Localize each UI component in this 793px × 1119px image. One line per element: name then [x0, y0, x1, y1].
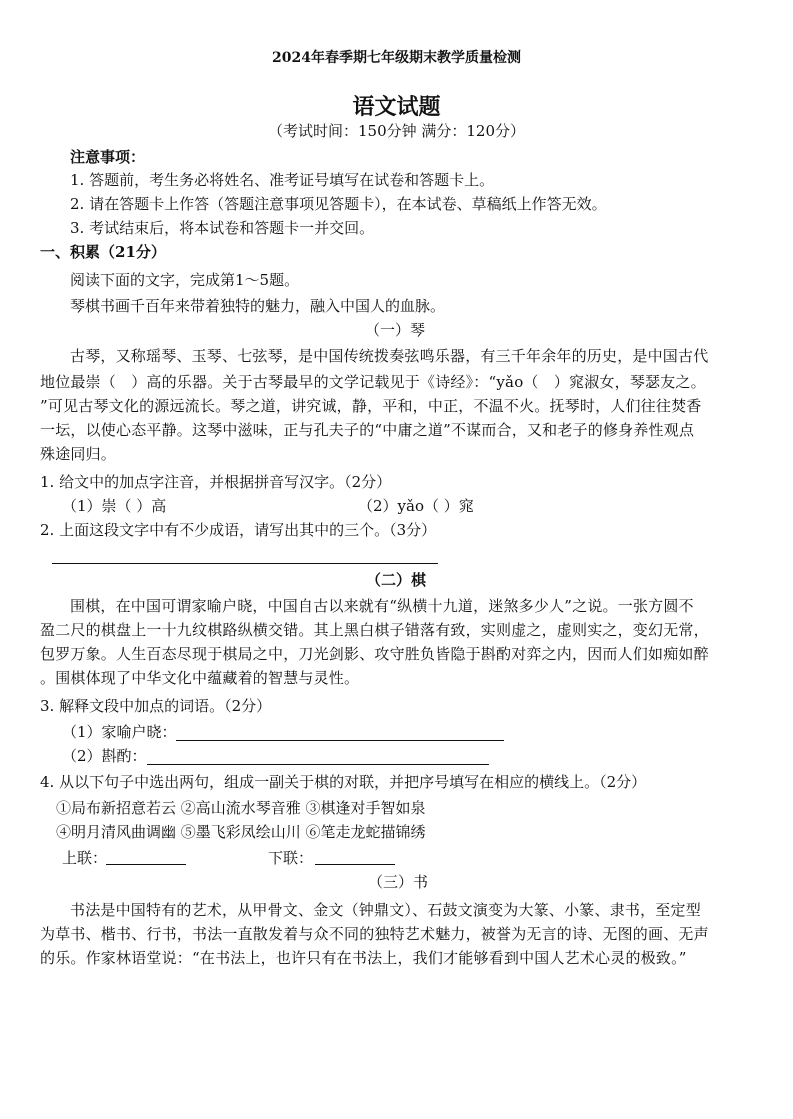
- notice-heading: 注意事项：: [70, 148, 146, 166]
- section-heading: 一、积累（21分）: [40, 243, 166, 261]
- passage-line: 古琴，又称瑶琴、玉琴、七弦琴，是中国传统拨奏弦鸣乐器，有三千年余年的历史，是中国古代: [70, 347, 709, 365]
- question-subitem: （2）yǎo（ ）窕: [358, 497, 474, 515]
- passage-line: 。围棋体现了中华文化中蕴藏着的智慧与灵性。: [40, 669, 360, 687]
- couplet-options: ④明月清风曲调幽 ⑤墨飞彩凤绘山川 ⑥笔走龙蛇描锦绣: [56, 823, 426, 841]
- answer-line[interactable]: [52, 563, 438, 564]
- passage-line: 包罗万象。人生百态尽现于棋局之中，刀光剑影、攻守胜负皆隐于斟酌对弈之内，因而人们如痴如醉: [40, 645, 709, 663]
- part-heading-shu: （三）书: [368, 873, 429, 891]
- exam-title: 2024年春季期七年级期末教学质量检测: [272, 50, 521, 66]
- upper-couplet-blank[interactable]: [106, 864, 186, 865]
- question-stem: 4. 从以下句子中选出两句，组成一副关于棋的对联，并把序号填写在相应的横线上。（2分）: [40, 773, 647, 791]
- passage-line: 书法是中国特有的艺术，从甲骨文、金文（钟鼎文）、石鼓文演变为大篆、小篆、隶书，至定型: [70, 901, 701, 919]
- question-stem: 3. 解释文段中加点的词语。（2分）: [40, 697, 272, 715]
- passage-line: 为草书、楷书、行书，书法一直散发着与众不同的独特艺术魅力，被誉为无言的诗、无图的画、无声: [40, 925, 709, 943]
- upper-couplet-label: 上联：: [62, 849, 108, 867]
- question-stem: 1. 给文中的加点字注音，并根据拼音写汉字。（2分）: [40, 473, 392, 491]
- question-subitem: （1）崇（ ）高: [62, 497, 167, 515]
- lower-couplet-label: 下联：: [268, 849, 314, 867]
- section-intro: 琴棋书画千百年来带着独特的魅力，融入中国人的血脉。: [70, 297, 446, 315]
- question-stem: 2. 上面这段文字中有不少成语，请写出其中的三个。（3分）: [40, 521, 437, 539]
- section-intro: 阅读下面的文字，完成第1～5题。: [70, 271, 300, 289]
- question-subitem: （2）斟酌：: [62, 747, 147, 765]
- passage-line: ”可见古琴文化的源远流长。琴之道，讲究诚，静，平和，中正，不温不火。抚琴时，人们往往焚香: [40, 397, 702, 415]
- exam-info: （考试时间：150分钟 满分：120分）: [267, 122, 526, 140]
- notice-item: 2. 请在答题卡上作答（答题注意事项见答题卡），在本试卷、草稿纸上作答无效。: [70, 195, 607, 213]
- question-subitem: （1）家喻户晓：: [62, 723, 177, 741]
- notice-item: 1. 答题前，考生务必将姓名、准考证号填写在试卷和答题卡上。: [70, 171, 495, 189]
- lower-couplet-blank[interactable]: [315, 864, 395, 865]
- passage-line: 一坛，以使心态平静。这琴中滋味，正与孔夫子的“中庸之道”不谋而合，又和老子的修身养性观点: [40, 421, 695, 439]
- passage-line: 殊途同归。: [40, 445, 117, 463]
- passage-line: 围棋，在中国可谓家喻户晓，中国自古以来就有“纵横十九道，迷煞多少人”之说。一张方圆不: [70, 597, 694, 615]
- notice-item: 3. 考试结束后，将本试卷和答题卡一并交回。: [70, 219, 375, 237]
- passage-line: 盈二尺的棋盘上一十九纹棋路纵横交错。其上黑白棋子错落有致，实则虚之，虚则实之，变幻无常，: [40, 621, 709, 639]
- passage-line: 地位最崇（ ）高的乐器。关于古琴最早的文学记载见于《诗经》：“yǎo（ ）窕淑女，琴瑟友之。: [40, 373, 706, 391]
- part-heading-qin: （一）琴: [365, 321, 426, 339]
- answer-line[interactable]: [176, 740, 504, 741]
- answer-line[interactable]: [147, 764, 489, 765]
- couplet-options: ①局布新招意若云 ②高山流水琴音雅 ③棋逢对手智如泉: [56, 799, 426, 817]
- subject-title: 语文试题: [352, 94, 441, 120]
- passage-line: 的乐。作家林语堂说：“在书法上，也许只有在书法上，我们才能够看到中国人艺术心灵的极致。”: [40, 949, 687, 967]
- part-heading-qi: （二）棋: [366, 571, 427, 589]
